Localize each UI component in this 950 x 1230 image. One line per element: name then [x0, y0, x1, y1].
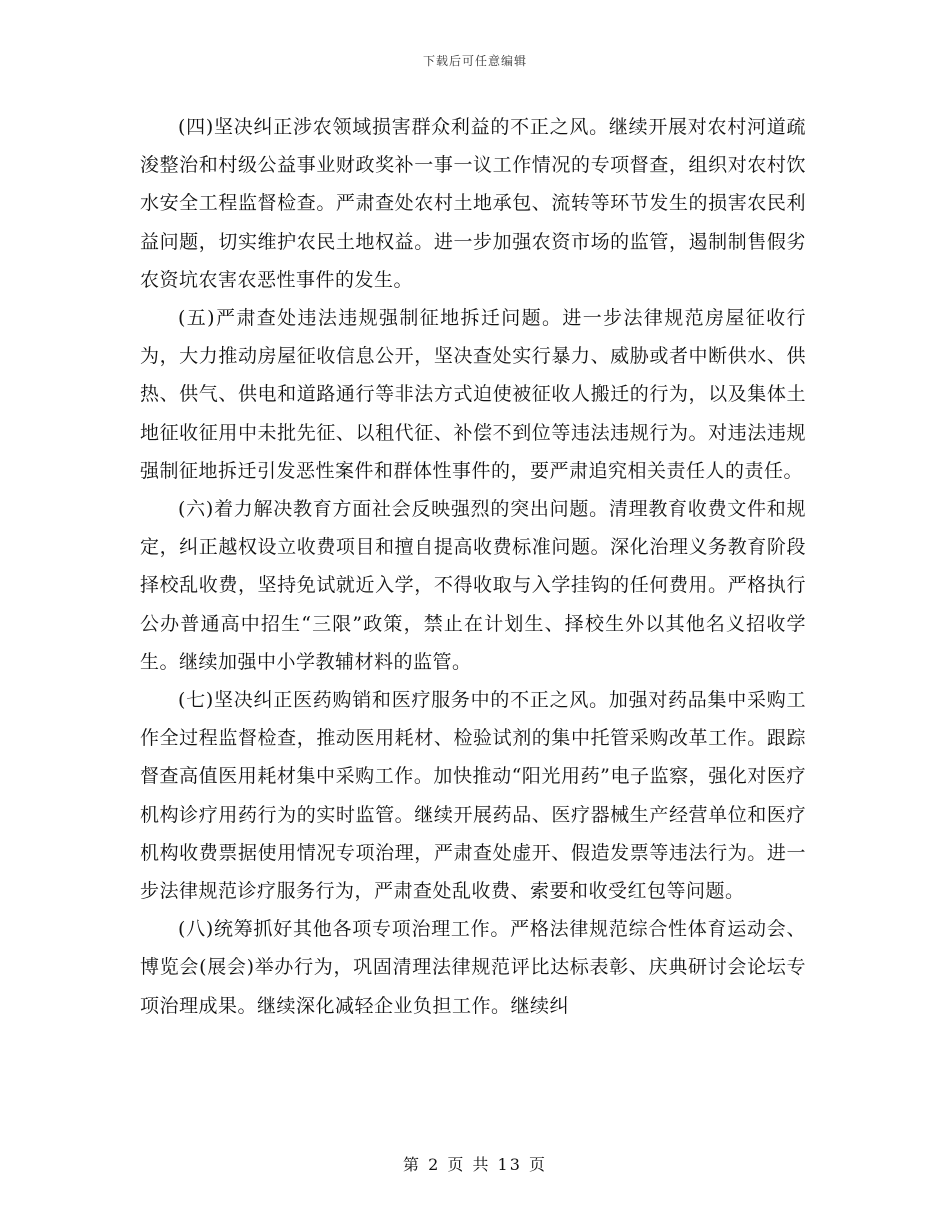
page-label-prefix: 第 — [402, 1155, 421, 1174]
total-pages-number: 13 — [497, 1155, 522, 1174]
page-footer — [0, 1152, 950, 1175]
page-header: 下载后可任意编辑 — [422, 54, 527, 68]
page-label-middle: 页 共 — [447, 1155, 491, 1174]
paragraph-section-7: (七)坚决纠正医药购销和医疗服务中的不正之风。加强对药品集中采购工作全过程监督检查，推动医用耗材、检验试剂的集中托管采购改革工作。跟踪督查高值医用耗材集中采购工作。加快推动“阳光用药”电子监察，强化对医疗机构诊疗用药行为的实时监管。继续开展药品、医疗器械生产经营单位和医疗机构收费票据使用情况专项治理，严肃查处虚开、假造发票等违法行为。进一步法律规范诊疗服务行为，严肃查处乱收费、索要和收受红包等问题。 — [140, 689, 806, 903]
paragraph-section-6: (六)着力解决教育方面社会反映强烈的突出问题。清理教育收费文件和规定，纠正越权设立收费项目和擅自提高收费标准问题。深化治理义务教育阶段择校乱收费，坚持免试就近入学，不得收取与入学挂钩的任何费用。严格执行公办普通高中招生“三限”政策，禁止在计划生、择校生外以其他名义招收学生。继续加强中小学教辅材料的监管。 — [140, 498, 806, 673]
page-label-suffix: 页 — [529, 1155, 548, 1174]
paragraph-section-8: (八)统筹抓好其他各项专项治理工作。严格法律规范综合性体育运动会、博览会(展会)举办行为，巩固清理法律规范评比达标表彰、庆典研讨会论坛专项治理成果。继续深化减轻企业负担工作。继续纠 — [140, 918, 806, 1017]
paragraph-section-4: (四)坚决纠正涉农领域损害群众利益的不正之风。继续开展对农村河道疏浚整治和村级公益事业财政奖补一事一议工作情况的专项督查，组织对农村饮水安全工程监督检查。严肃查处农村土地承包、流转等环节发生的损害农民利益问题，切实维护农民土地权益。进一步加强农资市场的监管，遏制制售假劣农资坑农害农恶性事件的发生。 — [140, 116, 806, 291]
document-body — [140, 108, 806, 1025]
current-page-number: 2 — [428, 1155, 441, 1174]
paragraph-section-5: (五)严肃查处违法违规强制征地拆迁问题。进一步法律规范房屋征收行为，大力推动房屋征收信息公开，坚决查处实行暴力、威胁或者中断供水、供热、供气、供电和道路通行等非法方式迫使被征收人搬迁的行为，以及集体土地征收征用中未批先征、以租代征、补偿不到位等违法违规行为。对违法违规强制征地拆迁引发恶性案件和群体性事件的，要严肃追究相关责任人的责任。 — [140, 307, 806, 482]
